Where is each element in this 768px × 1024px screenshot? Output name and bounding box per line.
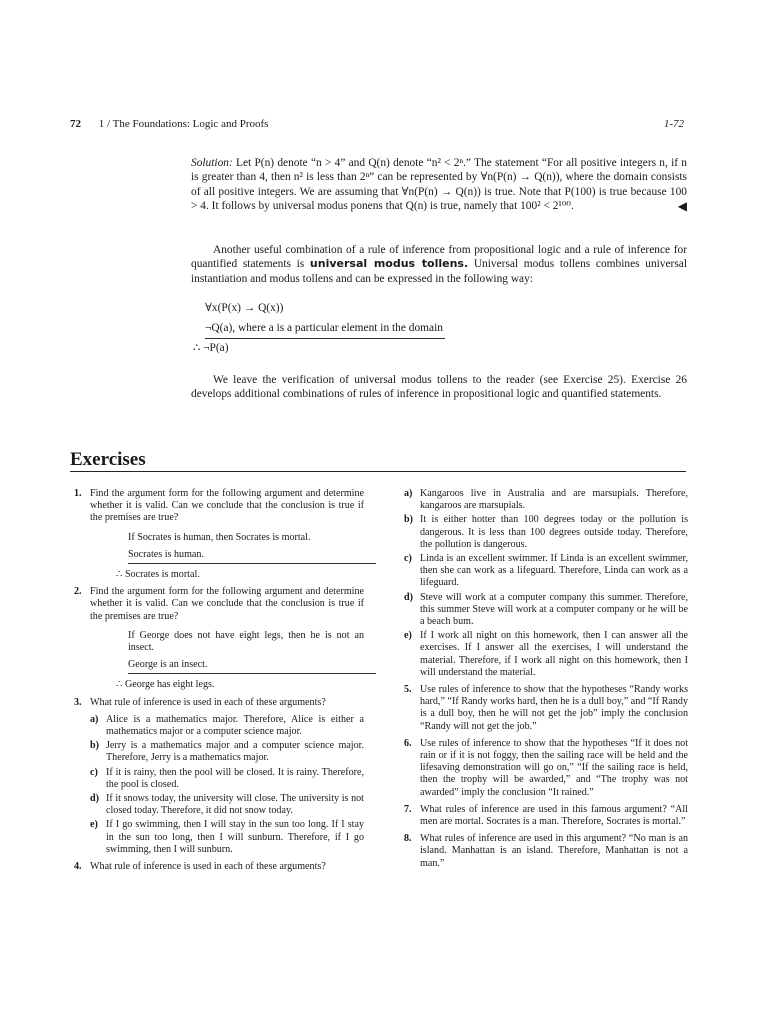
exercise-7 — [404, 804, 688, 828]
page-reference: 1-72 — [663, 118, 684, 130]
argument-premise: If George does not have eight legs, then he is not an insect. — [128, 629, 364, 654]
key-term: universal modus tollens. — [309, 257, 469, 271]
exercise-part — [404, 553, 688, 590]
part-letter: c) — [404, 553, 412, 565]
exercise-2 — [74, 586, 364, 691]
part-letter: c) — [90, 766, 98, 778]
universal-modus-tollens-rule — [193, 298, 505, 358]
exercise-text: What rules of inference are used in this famous argument? “All men are mortal. Socrates is a man. Therefore, Socrates is mortal.” — [420, 803, 688, 828]
part-letter: d) — [90, 793, 99, 805]
exercise-text: Use rules of inference to show that the hypotheses “If it does not rain or if it is not foggy, then the sailing race will be held and the lifesaving demonstration will go on,” “If the sailing race is held, then the trophy will be awarded,” and “The trophy was not awarded” imply the conclusion “It rained.” — [420, 737, 688, 798]
exercise-text: Use rules of inference to show that the hypotheses “Randy works hard,” “If Randy works hard, then he is a dull boy,” and “If Randy is a dull boy, then he will not get the job” imply the conclusion “Randy will not get the job.” — [420, 684, 688, 732]
solution-label: Solution: — [191, 157, 233, 169]
exercise-text: What rule of inference is used in each of these arguments? — [90, 696, 326, 708]
argument-premise: George is an insect. — [128, 659, 376, 674]
exercise-part — [404, 514, 688, 551]
part-text: Steve will work at a computer company this summer. Therefore, this summer Steve will work at a computer company or he will be a beach bum. — [420, 591, 688, 628]
part-letter: a) — [90, 713, 99, 725]
part-text: If I go swimming, then I will stay in the sun too long. If I stay in the sun too long, then I will sunburn. Therefore, if I go swimming, then I will sunburn. — [106, 819, 364, 855]
argument-premise: Socrates is human. — [128, 549, 376, 564]
modus-tollens-paragraph — [191, 243, 687, 286]
heading-rule — [70, 471, 686, 472]
exercise-3 — [74, 697, 364, 856]
part-letter: a) — [404, 488, 413, 499]
exercise-argument — [90, 630, 364, 692]
exercise-5 — [404, 684, 688, 733]
chapter-title: 1 / The Foundations: Logic and Proofs — [98, 118, 269, 130]
part-text: It is either hotter than 100 degrees today or the pollution is dangerous. It is less than 100 degrees outside today. Therefore, the pollution is dangerous. — [420, 514, 688, 550]
exercise-text: What rules of inference are used in this argument? “No man is an island. Manhattan is an island. Therefore, Manhattan is not a man.” — [420, 833, 688, 869]
paragraph-text-before: Another useful combination of a rule of inference from propositional logic and a rule of inference for quantified statements is — [191, 244, 687, 271]
page-number: 72 — [70, 118, 81, 130]
exercise-part — [90, 793, 364, 817]
exercise-parts — [90, 714, 364, 856]
exercise-part — [90, 740, 364, 764]
part-letter: e) — [404, 630, 412, 642]
part-letter: b) — [90, 740, 99, 752]
argument-conclusion: ∴ George has eight legs. — [116, 679, 215, 691]
part-text: Jerry is a mathematics major and a computer science major. Therefore, Jerry is a mathematics major. — [106, 740, 364, 764]
exercise-text: Find the argument form for the following argument and determine whether it is valid. Can we conclude that the conclusion is true if the premises are true? — [90, 586, 364, 622]
exercise-argument — [90, 532, 364, 582]
argument-conclusion: ∴ Socrates is mortal. — [116, 569, 200, 581]
exercise-number: 5. — [404, 684, 412, 696]
part-letter: d) — [404, 591, 413, 603]
exercise-number: 7. — [404, 803, 412, 815]
rule-premise-2: ¬Q(a), where a is a particular element in the domain — [205, 318, 445, 339]
exercise-number: 4. — [74, 861, 82, 873]
argument-premise: If Socrates is human, then Socrates is mortal. — [128, 531, 311, 543]
exercise-8 — [404, 833, 688, 870]
exercise-number: 6. — [404, 737, 412, 749]
exercise-part — [404, 592, 688, 629]
solution-text: Let P(n) denote “n > 4” and Q(n) denote “n² < 2ⁿ.” The statement “For all positive integers n, if n is greater than 4, then n² is less than 2ⁿ” can be represented by ∀n(P(n) → Q(n)), where the domain consists of all positive integers. We are assuming that ∀n(P(n) → Q(n)) is true. Note that P(100) is true because 100 > 4. It follows by universal modus ponens that Q(n) is true, namely that 100² < 2¹⁰⁰. — [191, 157, 687, 213]
exercise-4 — [74, 861, 364, 873]
part-text: Alice is a mathematics major. Therefore, Alice is either a mathematics major or a computer science major. — [106, 713, 364, 738]
exercise-number: 2. — [74, 586, 82, 598]
exercise-1 — [74, 488, 364, 581]
part-letter: e) — [90, 819, 98, 831]
exercise-part — [404, 488, 688, 512]
rule-conclusion: ∴ ¬P(a) — [193, 342, 229, 354]
page-header — [70, 118, 684, 130]
exercise-text: Find the argument form for the following argument and determine whether it is valid. Can we conclude that the conclusion is true if the premises are true? — [90, 488, 364, 524]
paragraph-text-after: Universal modus tollens combines universal instantiation and modus tollens and can be expressed in the following way: — [191, 258, 688, 285]
exercise-6 — [404, 738, 688, 799]
part-letter: b) — [404, 514, 413, 526]
exercise-part — [90, 819, 364, 856]
exercises-heading: Exercises — [70, 449, 146, 470]
part-text: If it is rainy, then the pool will be closed. It is rainy. Therefore, the pool is closed. — [106, 766, 364, 790]
exercises-left-column — [74, 488, 364, 878]
verification-paragraph — [191, 373, 687, 402]
rule-premise-1: ∀x(P(x) → Q(x)) — [205, 302, 284, 314]
verification-text: We leave the verification of universal modus tollens to the reader (see Exercise 25). Exercise 26 develops additional combinations of rules of inference in propositional logic and quantified statements. — [191, 374, 687, 401]
exercise-part — [404, 630, 688, 679]
solution-paragraph — [191, 156, 687, 214]
exercise-number: 8. — [404, 833, 412, 845]
exercise-number: 3. — [74, 696, 82, 708]
exercise-part — [90, 714, 364, 738]
end-of-solution-icon: ◀ — [677, 199, 687, 214]
exercises-right-column — [404, 488, 688, 875]
exercise-text: What rule of inference is used in each of these arguments? — [90, 861, 326, 873]
part-text: If I work all night on this homework, then I can answer all the exercises. If I answer all the exercises, I will understand the material. Therefore, if I work all night on this homework, then I will understand the material. — [420, 630, 688, 678]
part-text: Linda is an excellent swimmer. If Linda is an excellent swimmer, then she can work as a lifeguard. Therefore, Linda can work as a lifeguard. — [420, 553, 688, 589]
part-text: Kangaroos live in Australia and are marsupials. Therefore, kangaroos are marsupials. — [420, 488, 688, 512]
exercise-number: 1. — [74, 488, 82, 499]
exercise-part — [90, 767, 364, 791]
part-text: If it snows today, the university will close. The university is not closed today. Therefore, it did not snow today. — [106, 793, 364, 817]
